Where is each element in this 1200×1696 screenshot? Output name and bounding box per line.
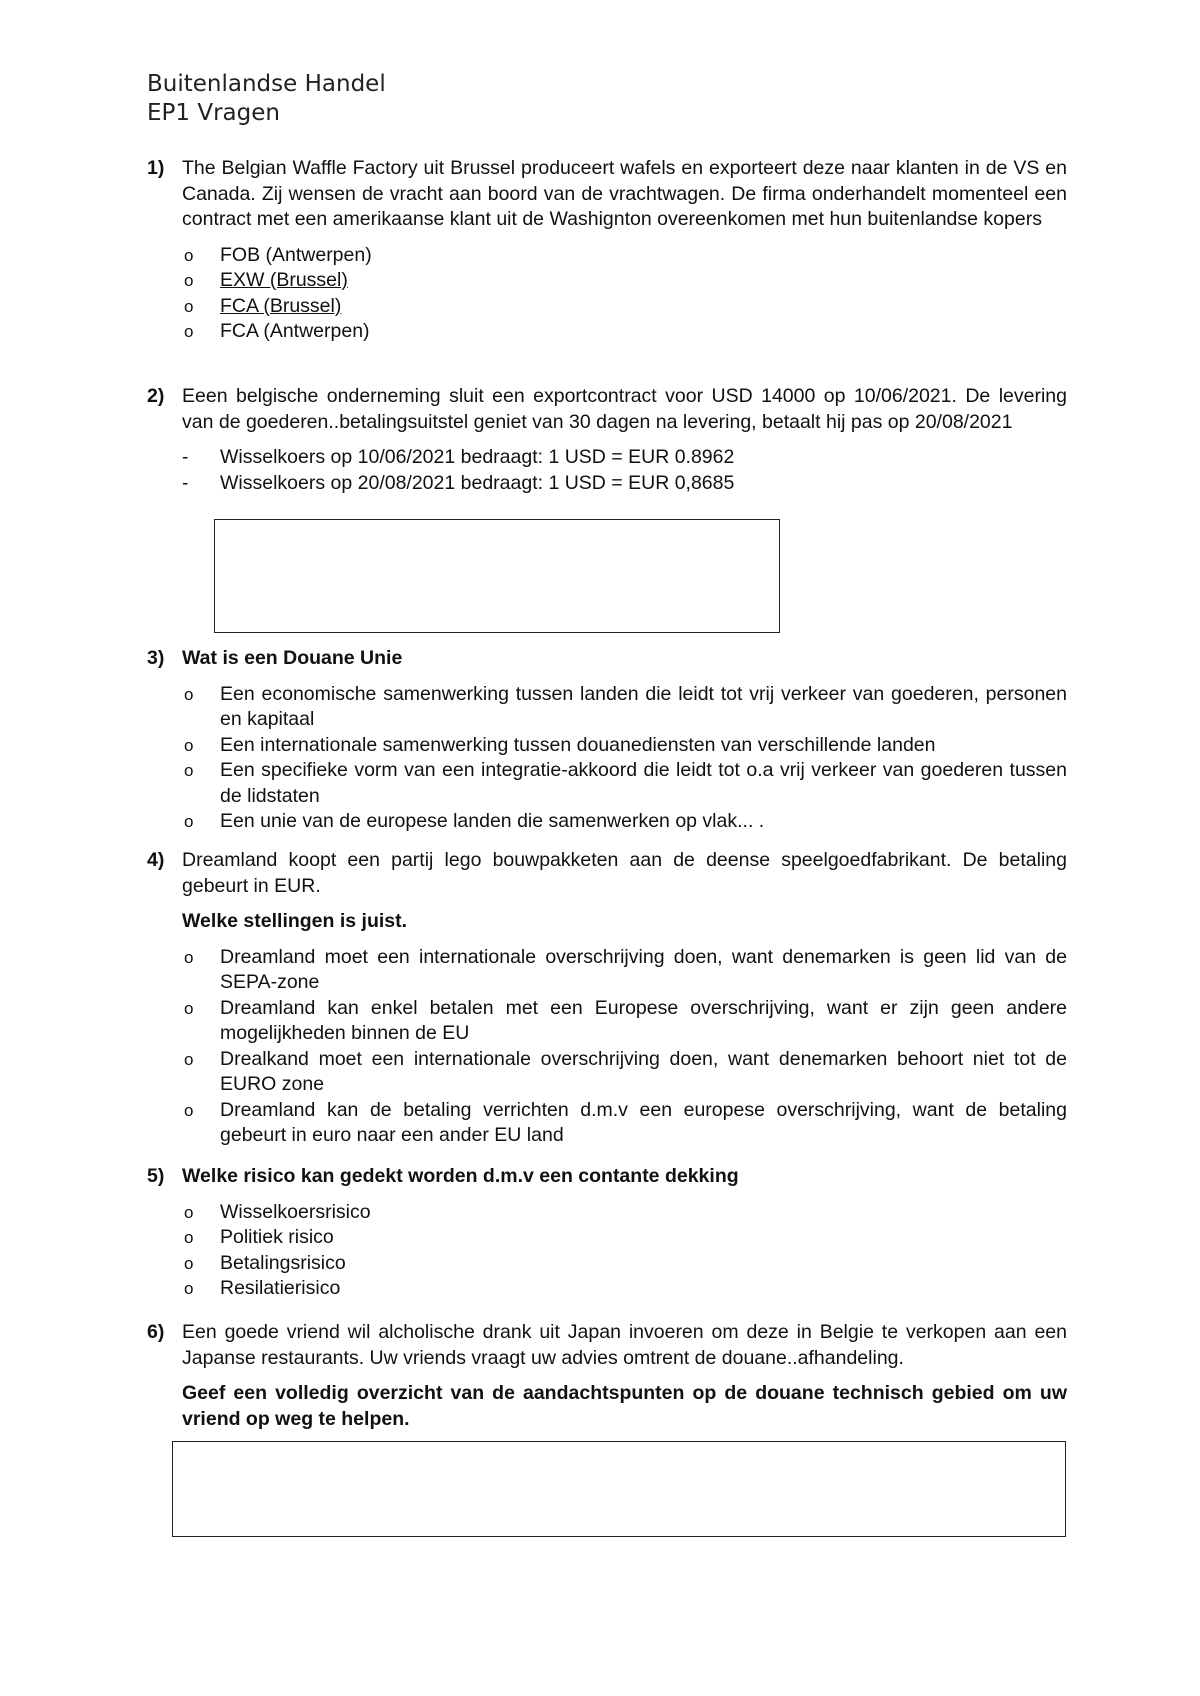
- option-label: Resilatierisico: [220, 1277, 341, 1299]
- course-title: Buitenlandse Handel: [147, 71, 386, 97]
- option-list: [182, 945, 1067, 1149]
- option-item[interactable]: [182, 319, 1067, 345]
- bullet-icon: o: [184, 271, 194, 290]
- bullet-icon: o: [184, 296, 194, 316]
- answer-box-question-2[interactable]: [214, 519, 780, 633]
- document-header: [147, 70, 386, 128]
- option-label: FCA (Antwerpen): [220, 320, 370, 342]
- option-item[interactable]: [182, 682, 1067, 733]
- option-item[interactable]: [182, 268, 1067, 294]
- exchange-rate-item: [182, 471, 1067, 497]
- bullet-icon: o: [184, 1279, 194, 1298]
- question-number: 6): [147, 1321, 165, 1343]
- option-list: [182, 682, 1067, 835]
- option-item[interactable]: [182, 294, 1067, 320]
- bullet-icon: o: [184, 245, 194, 265]
- question-text: Welke risico kan gedekt worden d.m.v een contante dekking: [182, 1165, 739, 1187]
- question-1: [147, 156, 1067, 345]
- option-item[interactable]: [182, 1225, 1067, 1251]
- document-subtitle: EP1 Vragen: [147, 100, 280, 126]
- bullet-icon: o: [184, 812, 194, 831]
- exchange-rate-item: [182, 445, 1067, 471]
- option-label: Dreamland moet een internationale overschrijving doen, want denemarken is geen lid van de SEPA-zone: [220, 945, 1067, 993]
- question-text: Wat is een Douane Unie: [182, 647, 403, 669]
- question-5: [147, 1164, 1067, 1302]
- option-item[interactable]: [182, 1276, 1067, 1302]
- question-3: [147, 646, 1067, 835]
- bullet-icon: o: [184, 735, 194, 755]
- option-item[interactable]: [182, 945, 1067, 996]
- question-prompt: Geef een volledig overzicht van de aandachtspunten op de douane technisch gebied om uw vriend op weg te helpen.: [182, 1382, 1067, 1430]
- bullet-icon: o: [184, 998, 194, 1018]
- question-prompt: Welke stellingen is juist.: [182, 910, 408, 932]
- bullet-icon: o: [184, 947, 194, 967]
- option-item[interactable]: [182, 243, 1067, 269]
- option-label: Politiek risico: [220, 1226, 334, 1248]
- answer-box-question-6[interactable]: [172, 1441, 1066, 1537]
- option-label: EXW (Brussel): [220, 269, 348, 291]
- question-text: Eeen belgische onderneming sluit een exportcontract voor USD 14000 op 10/06/2021. De levering van de goederen..betalingsuitstel geniet van 30 dagen na levering, betaalt hij pas op 20/08/2021: [182, 385, 1067, 433]
- dash-icon: -: [182, 472, 189, 494]
- option-item[interactable]: [182, 1200, 1067, 1226]
- option-label: Drealkand moet een internationale overschrijving doen, want denemarken behoort niet tot de EURO zone: [220, 1047, 1067, 1095]
- question-text: Een goede vriend wil alcholische drank uit Japan invoeren om deze in Belgie te verkopen aan een Japanse restaurants. Uw vriends vraagt uw advies omtrent de douane..afhandeling.: [182, 1321, 1067, 1369]
- bullet-icon: o: [184, 1100, 194, 1120]
- option-item[interactable]: [182, 733, 1067, 759]
- option-item[interactable]: [182, 996, 1067, 1047]
- option-label: FOB (Antwerpen): [220, 243, 372, 266]
- question-number: 1): [147, 157, 165, 179]
- question-number: 4): [147, 849, 165, 871]
- question-4: [147, 848, 1067, 1149]
- bullet-icon: o: [184, 1049, 194, 1069]
- option-list: [182, 243, 1067, 345]
- option-label: Een internationale samenwerking tussen douanediensten van verschillende landen: [220, 733, 936, 756]
- option-label: Dreamland kan de betaling verrichten d.m.v een europese overschrijving, want de betaling gebeurt in euro naar een ander EU land: [220, 1098, 1067, 1146]
- bullet-icon: o: [184, 322, 194, 341]
- option-item[interactable]: [182, 758, 1067, 809]
- question-text: Dreamland koopt een partij lego bouwpakketen aan de deense speelgoedfabrikant. De betaling gebeurt in EUR.: [182, 849, 1067, 897]
- option-label: Betalingsrisico: [220, 1251, 346, 1274]
- exchange-rate-text: Wisselkoers op 20/08/2021 bedraagt: 1 USD = EUR 0,8685: [220, 471, 735, 494]
- bullet-icon: o: [184, 1253, 194, 1273]
- exchange-rate-text: Wisselkoers op 10/06/2021 bedraagt: 1 USD = EUR 0.8962: [220, 446, 735, 468]
- question-text: The Belgian Waffle Factory uit Brussel produceert wafels en exporteert deze naar klanten in de VS en Canada. Zij wensen de vracht aan boord van de vrachtwagen. De firma onderhandelt momenteel een contract met een amerikaanse klant uit de Washignton overeenkomen met hun buitenlandse kopers: [182, 157, 1067, 230]
- bullet-icon: o: [184, 1202, 194, 1222]
- bullet-icon: o: [184, 684, 194, 704]
- option-label: Wisselkoersrisico: [220, 1200, 371, 1223]
- option-label: FCA (Brussel): [220, 294, 342, 317]
- bullet-icon: o: [184, 761, 194, 780]
- option-label: Dreamland kan enkel betalen met een Europese overschrijving, want er zijn geen andere mogelijkheden binnen de EU: [220, 996, 1067, 1044]
- option-list: [182, 1200, 1067, 1302]
- dash-icon: -: [182, 447, 189, 468]
- option-item[interactable]: [182, 809, 1067, 835]
- question-2: [147, 384, 1067, 496]
- option-label: Een unie van de europese landen die samenwerken op vlak... .: [220, 810, 765, 832]
- option-label: Een specifieke vorm van een integratie-akkoord die leidt tot o.a vrij verkeer van goederen tussen de lidstaten: [220, 759, 1067, 807]
- question-number: 5): [147, 1165, 165, 1187]
- option-item[interactable]: [182, 1098, 1067, 1149]
- question-number: 3): [147, 647, 165, 669]
- exchange-rate-list: [182, 445, 1067, 496]
- option-item[interactable]: [182, 1251, 1067, 1277]
- question-number: 2): [147, 385, 165, 407]
- option-label: Een economische samenwerking tussen landen die leidt tot vrij verkeer van goederen, personen en kapitaal: [220, 682, 1067, 730]
- question-6: [147, 1320, 1067, 1432]
- bullet-icon: o: [184, 1228, 194, 1247]
- option-item[interactable]: [182, 1047, 1067, 1098]
